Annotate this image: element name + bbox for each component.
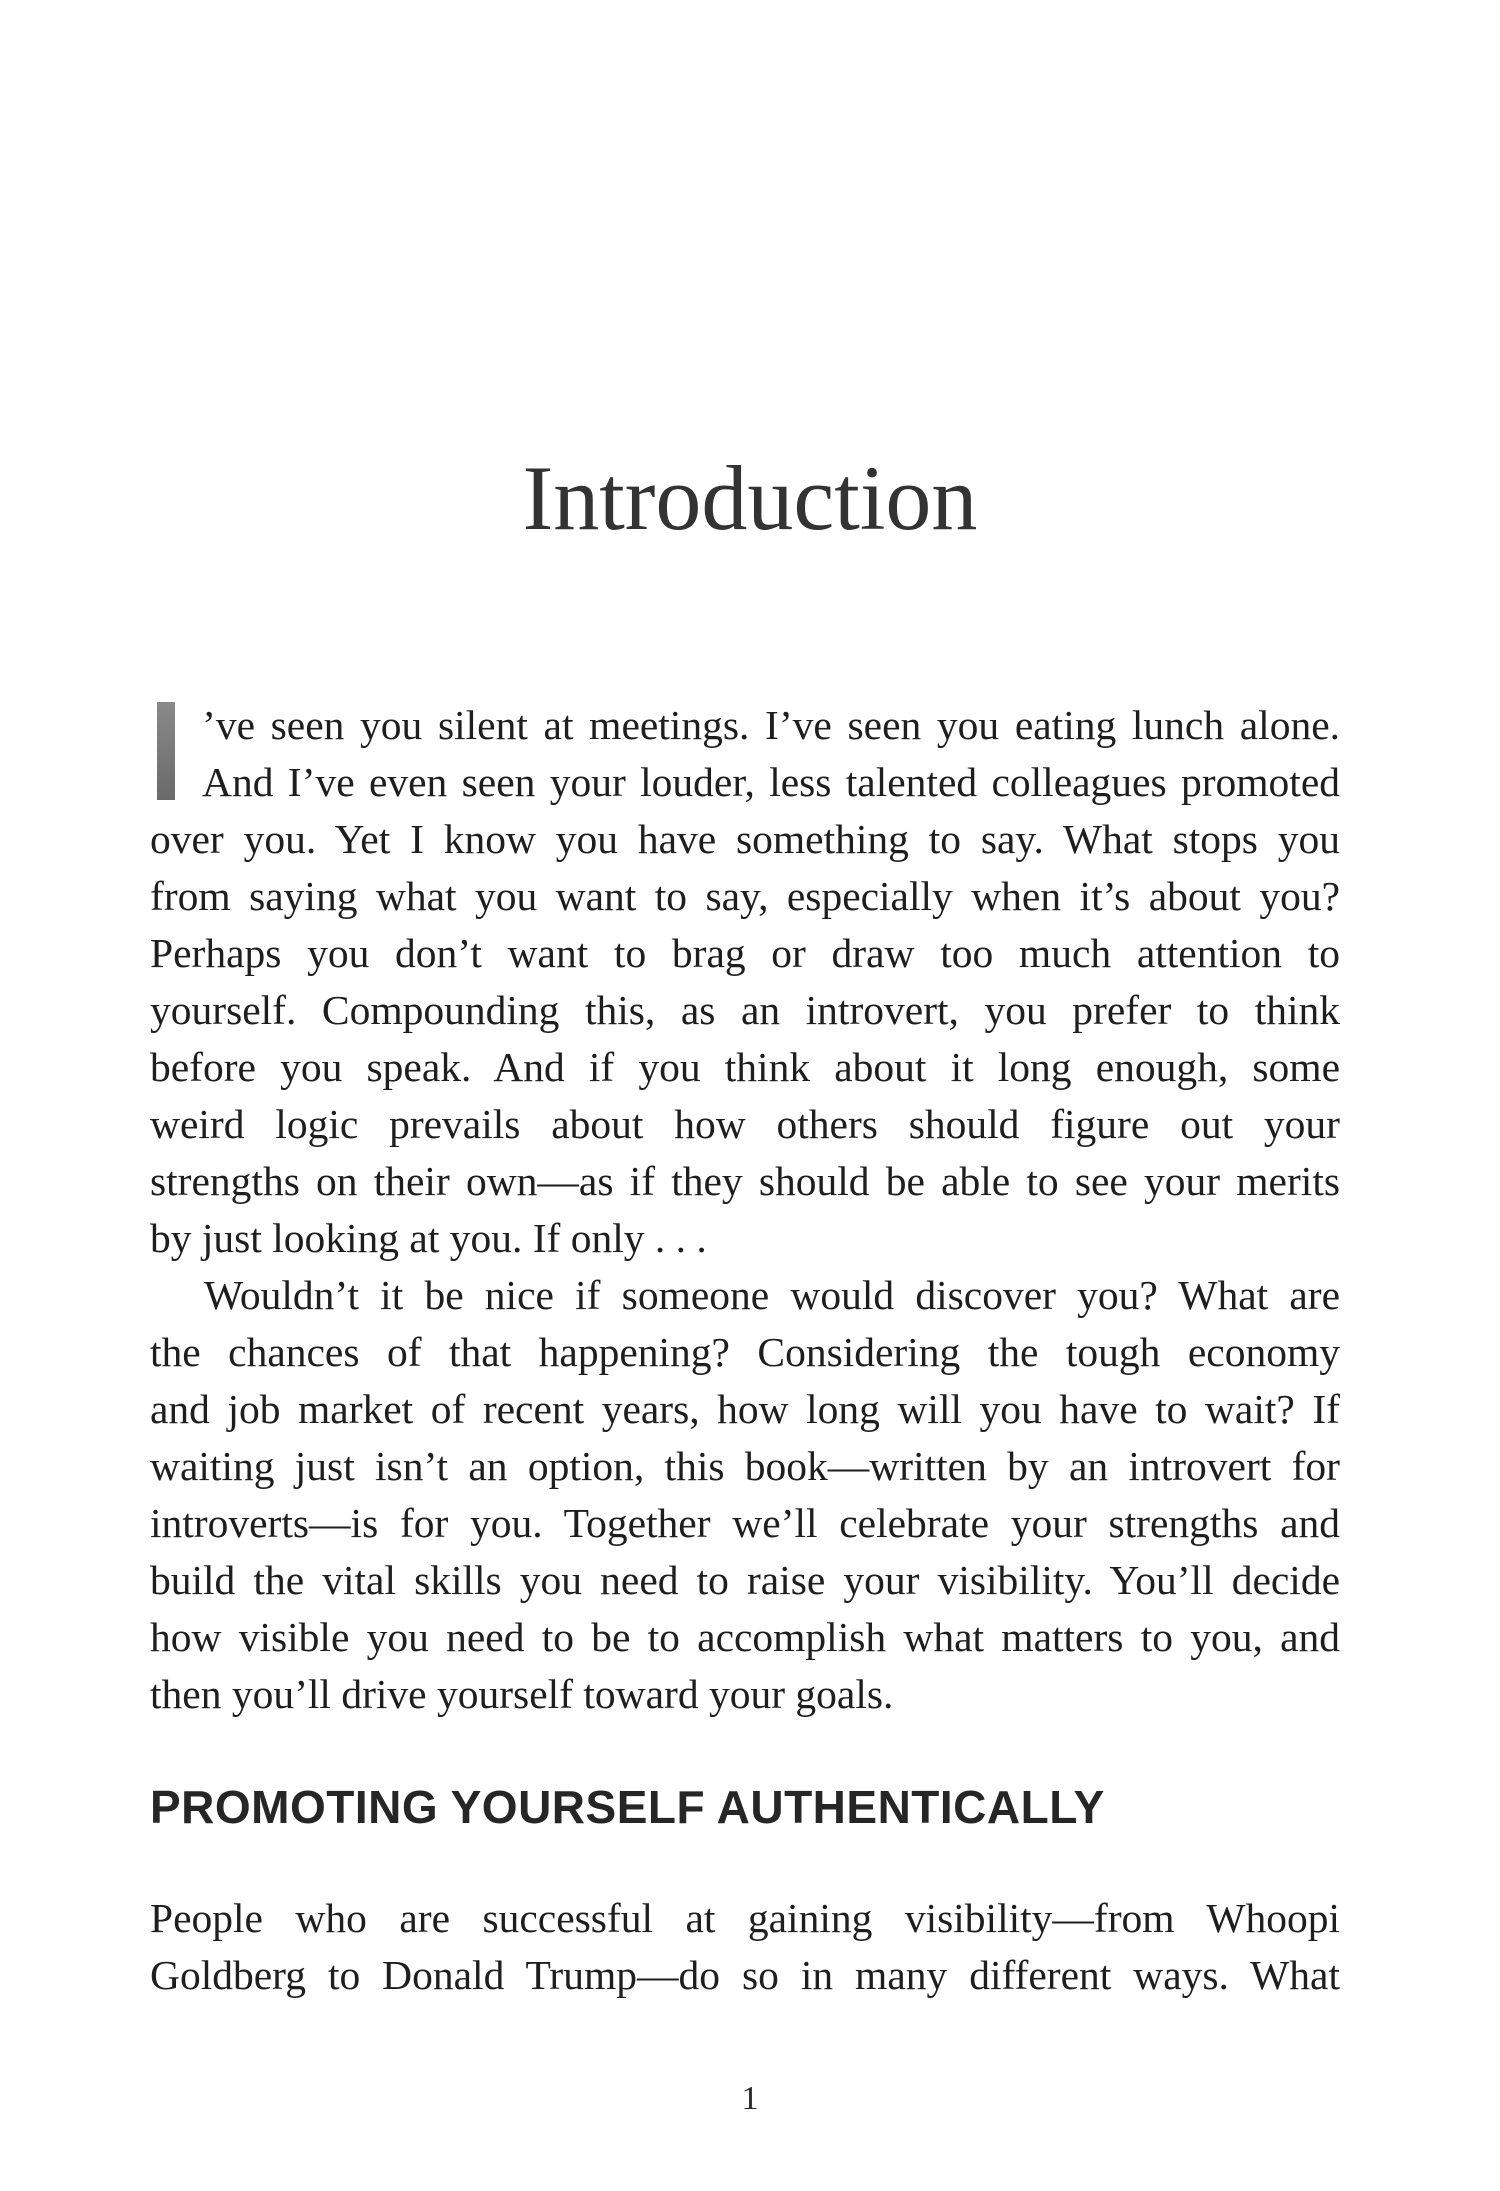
text-line: over you. Yet I know you have something to say. What stops you [150, 816, 1340, 862]
text-line: Wouldn’t it be nice if someone would discover you? What are [204, 1272, 1340, 1318]
chapter-title: Introduction [522, 447, 978, 549]
text-line: yourself. Compounding this, as an introvert, you prefer to think [150, 987, 1340, 1033]
text-line: the chances of that happening? Considering the tough economy [150, 1329, 1340, 1375]
text-line: and job market of recent years, how long will you have to wait? If [150, 1386, 1340, 1432]
text-line: Goldberg to Donald Trump—do so in many different ways. What [150, 1952, 1340, 1998]
text-line: strengths on their own—as if they should be able to see your merits [150, 1158, 1340, 1204]
text-line: introverts—is for you. Together we’ll celebrate your strengths and [150, 1500, 1340, 1546]
text-line: ’ve seen you silent at meetings. I’ve seen you eating lunch alone. [202, 702, 1340, 748]
text-line: from saying what you want to say, especially when it’s about you? [150, 873, 1340, 919]
text-line: weird logic prevails about how others should figure out your [150, 1101, 1340, 1147]
text-line: by just looking at you. If only . . . [150, 1215, 707, 1261]
page-number: 1 [741, 2080, 759, 2117]
text-line: how visible you need to be to accomplish what matters to you, and [150, 1614, 1340, 1660]
text-line: Perhaps you don’t want to brag or draw too much attention to [150, 930, 1340, 976]
text-line: And I’ve even seen your louder, less talented colleagues promoted [202, 759, 1340, 805]
text-line: build the vital skills you need to raise your visibility. You’ll decide [150, 1557, 1340, 1603]
text-line: People who are successful at gaining visibility—from Whoopi [150, 1895, 1340, 1941]
text-line: before you speak. And if you think about it long enough, some [150, 1044, 1340, 1090]
text-line: then you’ll drive yourself toward your goals. [150, 1671, 894, 1717]
section-heading: PROMOTING YOURSELF AUTHENTICALLY [150, 1781, 1105, 1833]
text-line: waiting just isn’t an option, this book—written by an introvert for [150, 1443, 1340, 1489]
